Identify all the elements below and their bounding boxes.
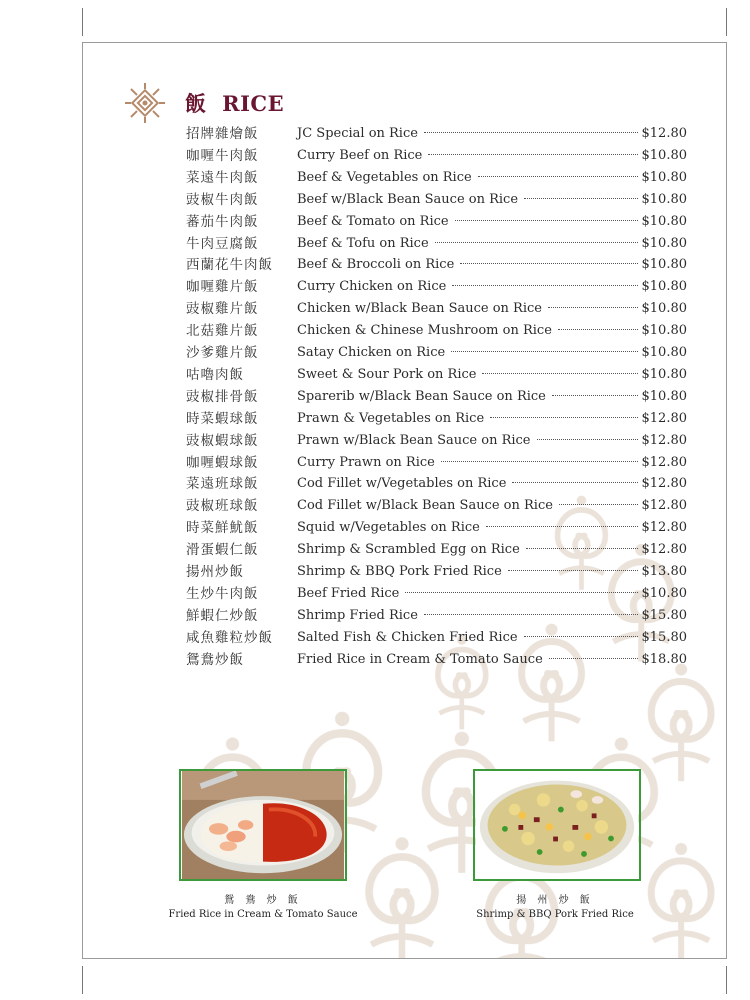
- item-price: $10.80: [641, 301, 687, 317]
- item-line: [297, 211, 687, 233]
- item-name-chinese: 鮮蝦仁炒飯: [186, 607, 259, 624]
- caption-cream-tomato-rice: [163, 891, 363, 920]
- item-line: [297, 517, 687, 539]
- crop-mark-bottom-left: [82, 966, 83, 994]
- item-price: $12.80: [641, 410, 687, 426]
- item-price: $10.80: [641, 191, 687, 207]
- item-name-english: Beef & Vegetables on Rice: [297, 169, 472, 185]
- item-name-chinese: 沙爹雞片飯: [186, 345, 259, 361]
- item-price: $10.80: [641, 585, 687, 601]
- item-name-english: Shrimp & Scrambled Egg on Rice: [297, 542, 520, 558]
- item-name-english: Cod Fillet w/Vegetables on Rice: [297, 476, 507, 492]
- crop-mark-bottom-right: [726, 966, 727, 994]
- dot-leader: [424, 132, 638, 133]
- item-price: $10.80: [641, 169, 687, 185]
- dot-leader: [512, 482, 637, 483]
- item-name-chinese: 菜遠班球飯: [186, 476, 259, 493]
- dot-leader: [524, 198, 637, 199]
- menu-item: [83, 211, 726, 233]
- dot-leader: [428, 154, 637, 155]
- item-name-chinese: 豉椒班球飯: [186, 498, 259, 515]
- item-name-chinese: 揚州炒飯: [186, 564, 244, 580]
- caption-english: Shrimp & BBQ Pork Fried Rice: [476, 909, 634, 920]
- item-name-chinese: 豉椒牛肉飯: [186, 191, 259, 208]
- dot-leader: [526, 548, 638, 549]
- item-line: [297, 408, 687, 430]
- item-name-chinese: 牛肉豆腐飯: [186, 235, 259, 252]
- dot-leader: [405, 592, 637, 593]
- menu-item: [83, 452, 726, 474]
- caption-chinese: 揚 州 炒 飯: [516, 895, 594, 906]
- item-price: $10.80: [641, 147, 687, 163]
- item-name-english: Beef & Broccoli on Rice: [297, 257, 455, 273]
- item-line: [297, 473, 687, 495]
- dot-leader: [451, 351, 637, 352]
- item-line: [297, 452, 687, 474]
- photo-yangzhou-fried-rice: [473, 769, 641, 881]
- menu-item: [83, 430, 726, 452]
- menu-item: [83, 276, 726, 298]
- item-name-chinese: 咖喱蝦球飯: [186, 454, 259, 471]
- item-name-english: JC Special on Rice: [297, 126, 418, 141]
- item-price: $12.80: [641, 476, 687, 492]
- menu-item: [83, 123, 726, 145]
- dot-leader: [460, 263, 637, 264]
- item-price: $12.80: [641, 432, 687, 448]
- menu-item: [83, 627, 726, 649]
- item-line: [297, 342, 687, 364]
- item-name-chinese: 蕃茄牛肉飯: [186, 213, 259, 230]
- item-name-english: Satay Chicken on Rice: [297, 345, 446, 360]
- dot-leader: [548, 307, 638, 308]
- page-title: [185, 88, 284, 118]
- menu-item: [83, 408, 726, 430]
- item-name-chinese: 豉椒雞片飯: [186, 301, 259, 318]
- dot-leader: [435, 242, 638, 243]
- item-name-english: Sweet & Sour Pork on Rice: [297, 366, 477, 382]
- item-price: $10.80: [641, 323, 687, 339]
- item-name-english: Curry Chicken on Rice: [297, 279, 447, 295]
- item-price: $13.80: [641, 564, 687, 579]
- item-name-english: Prawn w/Black Bean Sauce on Rice: [297, 432, 531, 448]
- caption-english: Fried Rice in Cream & Tomato Sauce: [168, 909, 358, 920]
- item-name-chinese: 滑蛋蝦仁飯: [186, 542, 259, 559]
- item-name-chinese: 招牌雜燴飯: [186, 126, 259, 142]
- dot-leader: [524, 636, 638, 637]
- photo-cream-tomato-rice: [179, 769, 347, 881]
- menu-item: [83, 386, 726, 408]
- ornament-icon: [123, 81, 167, 125]
- dot-leader: [441, 461, 638, 462]
- item-price: $12.80: [641, 520, 687, 536]
- dot-leader: [455, 220, 638, 221]
- menu-item: [83, 649, 726, 671]
- menu-item: [83, 189, 726, 211]
- dot-leader: [558, 329, 638, 330]
- menu-item: [83, 561, 726, 583]
- menu-item: [83, 364, 726, 386]
- item-line: [297, 627, 687, 649]
- item-name-chinese: 時菜鮮魷飯: [186, 520, 259, 537]
- item-line: [297, 189, 687, 211]
- caption-yangzhou-fried-rice: [455, 891, 655, 920]
- item-line: [297, 233, 687, 255]
- dot-leader: [486, 526, 638, 527]
- dot-leader: [490, 417, 637, 418]
- item-name-english: Beef Fried Rice: [297, 585, 400, 601]
- section-heading: [123, 81, 284, 125]
- item-name-chinese: 咕嚕肉飯: [186, 366, 244, 383]
- item-name-chinese: 咸魚雞粒炒飯: [186, 629, 273, 646]
- dot-leader: [549, 658, 638, 659]
- item-price: $10.80: [641, 235, 687, 251]
- dot-leader: [424, 614, 638, 615]
- item-price: $10.80: [641, 366, 687, 382]
- menu-item: [83, 517, 726, 539]
- crop-mark-top-right: [726, 8, 727, 36]
- item-name-english: Curry Prawn on Rice: [297, 454, 435, 470]
- item-price: $12.80: [641, 126, 687, 141]
- dot-leader: [508, 570, 638, 571]
- dot-leader: [482, 373, 637, 374]
- menu-item: [83, 254, 726, 276]
- item-name-english: Chicken & Chinese Mushroom on Rice: [297, 323, 552, 339]
- menu-item: [83, 605, 726, 627]
- menu-item: [83, 233, 726, 255]
- item-name-chinese: 生炒牛肉飯: [186, 585, 259, 602]
- dot-leader: [478, 176, 638, 177]
- menu-item: [83, 539, 726, 561]
- item-name-chinese: 豉椒排骨飯: [186, 388, 259, 405]
- menu-item: [83, 145, 726, 167]
- item-name-english: Cod Fillet w/Black Bean Sauce on Rice: [297, 498, 553, 514]
- item-line: [297, 145, 687, 167]
- item-line: [297, 123, 687, 145]
- item-name-english: Fried Rice in Cream & Tomato Sauce: [297, 651, 543, 667]
- item-price: $15.80: [641, 629, 687, 645]
- menu-item: [83, 495, 726, 517]
- dot-leader: [552, 395, 638, 396]
- item-price: $18.80: [641, 651, 687, 667]
- menu-item: [83, 583, 726, 605]
- item-price: $15.80: [641, 607, 687, 623]
- item-name-english: Chicken w/Black Bean Sauce on Rice: [297, 301, 542, 317]
- item-name-chinese: 時菜蝦球飯: [186, 410, 259, 427]
- item-line: [297, 495, 687, 517]
- item-line: [297, 430, 687, 452]
- item-name-chinese: 鴛鴦炒飯: [186, 651, 244, 668]
- dot-leader: [559, 504, 638, 505]
- caption-chinese: 鴛 鴦 炒 飯: [224, 895, 302, 906]
- menu-page: [82, 42, 727, 959]
- item-name-chinese: 菜遠牛肉飯: [186, 169, 259, 186]
- item-name-english: Prawn & Vegetables on Rice: [297, 410, 485, 426]
- item-name-chinese: 咖喱雞片飯: [186, 279, 259, 296]
- item-line: [297, 583, 687, 605]
- yangzhou-fried-rice-image: [475, 771, 639, 879]
- item-name-english: Beef & Tofu on Rice: [297, 235, 429, 251]
- item-price: $10.80: [641, 388, 687, 404]
- item-line: [297, 539, 687, 561]
- item-line: [297, 320, 687, 342]
- item-line: [297, 254, 687, 276]
- item-name-english: Curry Beef on Rice: [297, 147, 423, 163]
- item-name-chinese: 北菇雞片飯: [186, 323, 259, 340]
- title-chinese: 飯: [185, 91, 207, 116]
- dot-leader: [537, 439, 638, 440]
- item-name-english: Shrimp Fried Rice: [297, 607, 418, 623]
- item-line: [297, 605, 687, 627]
- cream-tomato-rice-image: [181, 771, 345, 879]
- item-name-english: Beef & Tomato on Rice: [297, 213, 449, 229]
- item-name-english: Beef w/Black Bean Sauce on Rice: [297, 191, 519, 207]
- menu-item: [83, 342, 726, 364]
- item-price: $12.80: [641, 498, 687, 514]
- item-price: $12.80: [641, 542, 687, 558]
- item-name-chinese: 西蘭花牛肉飯: [186, 257, 273, 274]
- item-line: [297, 167, 687, 189]
- title-english: RICE: [222, 91, 285, 116]
- item-line: [297, 649, 687, 671]
- item-price: $10.80: [641, 279, 687, 295]
- item-name-english: Squid w/Vegetables on Rice: [297, 520, 480, 536]
- item-line: [297, 364, 687, 386]
- item-name-english: Sparerib w/Black Bean Sauce on Rice: [297, 388, 546, 404]
- item-name-chinese: 豉椒蝦球飯: [186, 432, 259, 449]
- dot-leader: [452, 285, 637, 286]
- item-line: [297, 386, 687, 408]
- item-price: $10.80: [641, 345, 687, 360]
- item-line: [297, 298, 687, 320]
- item-line: [297, 276, 687, 298]
- menu-item: [83, 320, 726, 342]
- item-name-english: Salted Fish & Chicken Fried Rice: [297, 629, 518, 645]
- menu-item: [83, 167, 726, 189]
- menu-item: [83, 473, 726, 495]
- item-price: $10.80: [641, 257, 687, 273]
- item-line: [297, 561, 687, 583]
- crop-mark-top-left: [82, 8, 83, 36]
- item-price: $10.80: [641, 213, 687, 229]
- item-price: $12.80: [641, 454, 687, 470]
- item-name-chinese: 咖喱牛肉飯: [186, 147, 259, 164]
- menu-item: [83, 298, 726, 320]
- item-name-english: Shrimp & BBQ Pork Fried Rice: [297, 564, 502, 579]
